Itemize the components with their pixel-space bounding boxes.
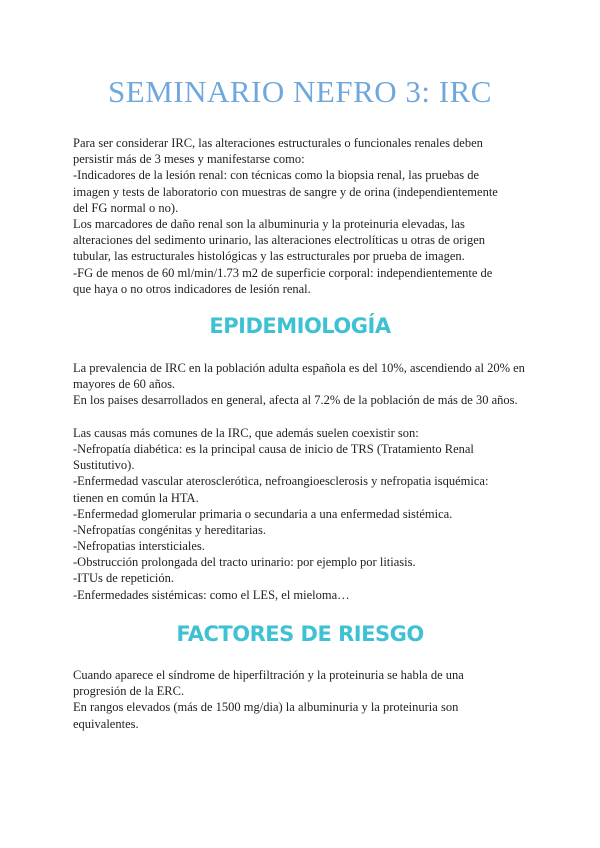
section-heading-factores-de-riesgo: FACTORES DE RIESGO [176,622,424,646]
text-line: Sustitutivo). [73,458,135,473]
text-line: -Enfermedad vascular aterosclerótica, nefroangioesclerosis y nefropatia isquémica: [73,474,489,489]
text-line: imagen y tests de laboratorio con muestras de sangre y de orina (independientemente [73,184,498,199]
text-line: que haya o no otros indicadores de lesión renal. [73,281,311,296]
text-line: -Nefropatias intersticiales. [73,539,205,554]
text-line: tienen en común la HTA. [73,490,199,505]
text-line: alteraciones del sedimento urinario, las alteraciones electrolíticas u otras de origen [73,233,485,248]
text-line: Las causas más comunes de la IRC, que además suelen coexistir son: [73,425,419,440]
paragraph-gap [73,409,543,425]
text-line: progresión de la ERC. [73,684,185,699]
epidemiologia-paragraph [73,360,543,603]
text-line: Cuando aparece el síndrome de hiperfiltración y la proteinuria se habla de una [73,668,464,682]
text-line: persistir más de 3 meses y manifestarse como: [73,152,305,167]
text-line: En los paises desarrollados en general, afecta al 7.2% de la población de más de 30 años. [73,393,518,408]
text-line: -Obstrucción prolongada del tracto urinario: por ejemplo por litiasis. [73,555,416,570]
text-line: Los marcadores de daño renal son la albuminuria y la proteinuria elevadas, las [73,216,465,231]
text-line: -Nefropatías congénitas y hereditarias. [73,522,266,537]
text-line: Para ser considerar IRC, las alteraciones estructurales o funcionales renales deben [73,136,483,150]
text-line: -FG de menos de 60 ml/min/1.73 m2 de superficie corporal: independientemente de [73,265,493,280]
text-line: -Indicadores de la lesión renal: con técnicas como la biopsia renal, las pruebas de [73,168,480,183]
section-heading-epidemiologia: EPIDEMIOLOGÍA [209,314,391,338]
text-line: tubular, las estructurales histológicas y las estructurales por prueba de imagen. [73,249,465,264]
text-line: La prevalencia de IRC en la población adulta española es del 10%, ascendiendo al 20% en [73,361,525,375]
intro-paragraph [73,135,543,297]
text-line: -ITUs de repetición. [73,571,175,586]
document-title: SEMINARIO NEFRO 3: IRC [108,74,492,109]
text-line: -Enfermedades sistémicas: como el LES, el mieloma… [73,587,350,602]
factores-paragraph [73,667,543,732]
text-line: del FG normal o no). [73,200,179,215]
text-line: En rangos elevados (más de 1500 mg/dia) la albuminuria y la proteinuria son [73,700,459,715]
text-line: mayores de 60 años. [73,377,176,392]
text-line: -Enfermedad glomerular primaria o secundaria a una enfermedad sistémica. [73,506,453,521]
text-line: -Nefropatía diabética: es la principal causa de inicio de TRS (Tratamiento Renal [73,441,474,456]
text-line: equivalentes. [73,716,139,731]
